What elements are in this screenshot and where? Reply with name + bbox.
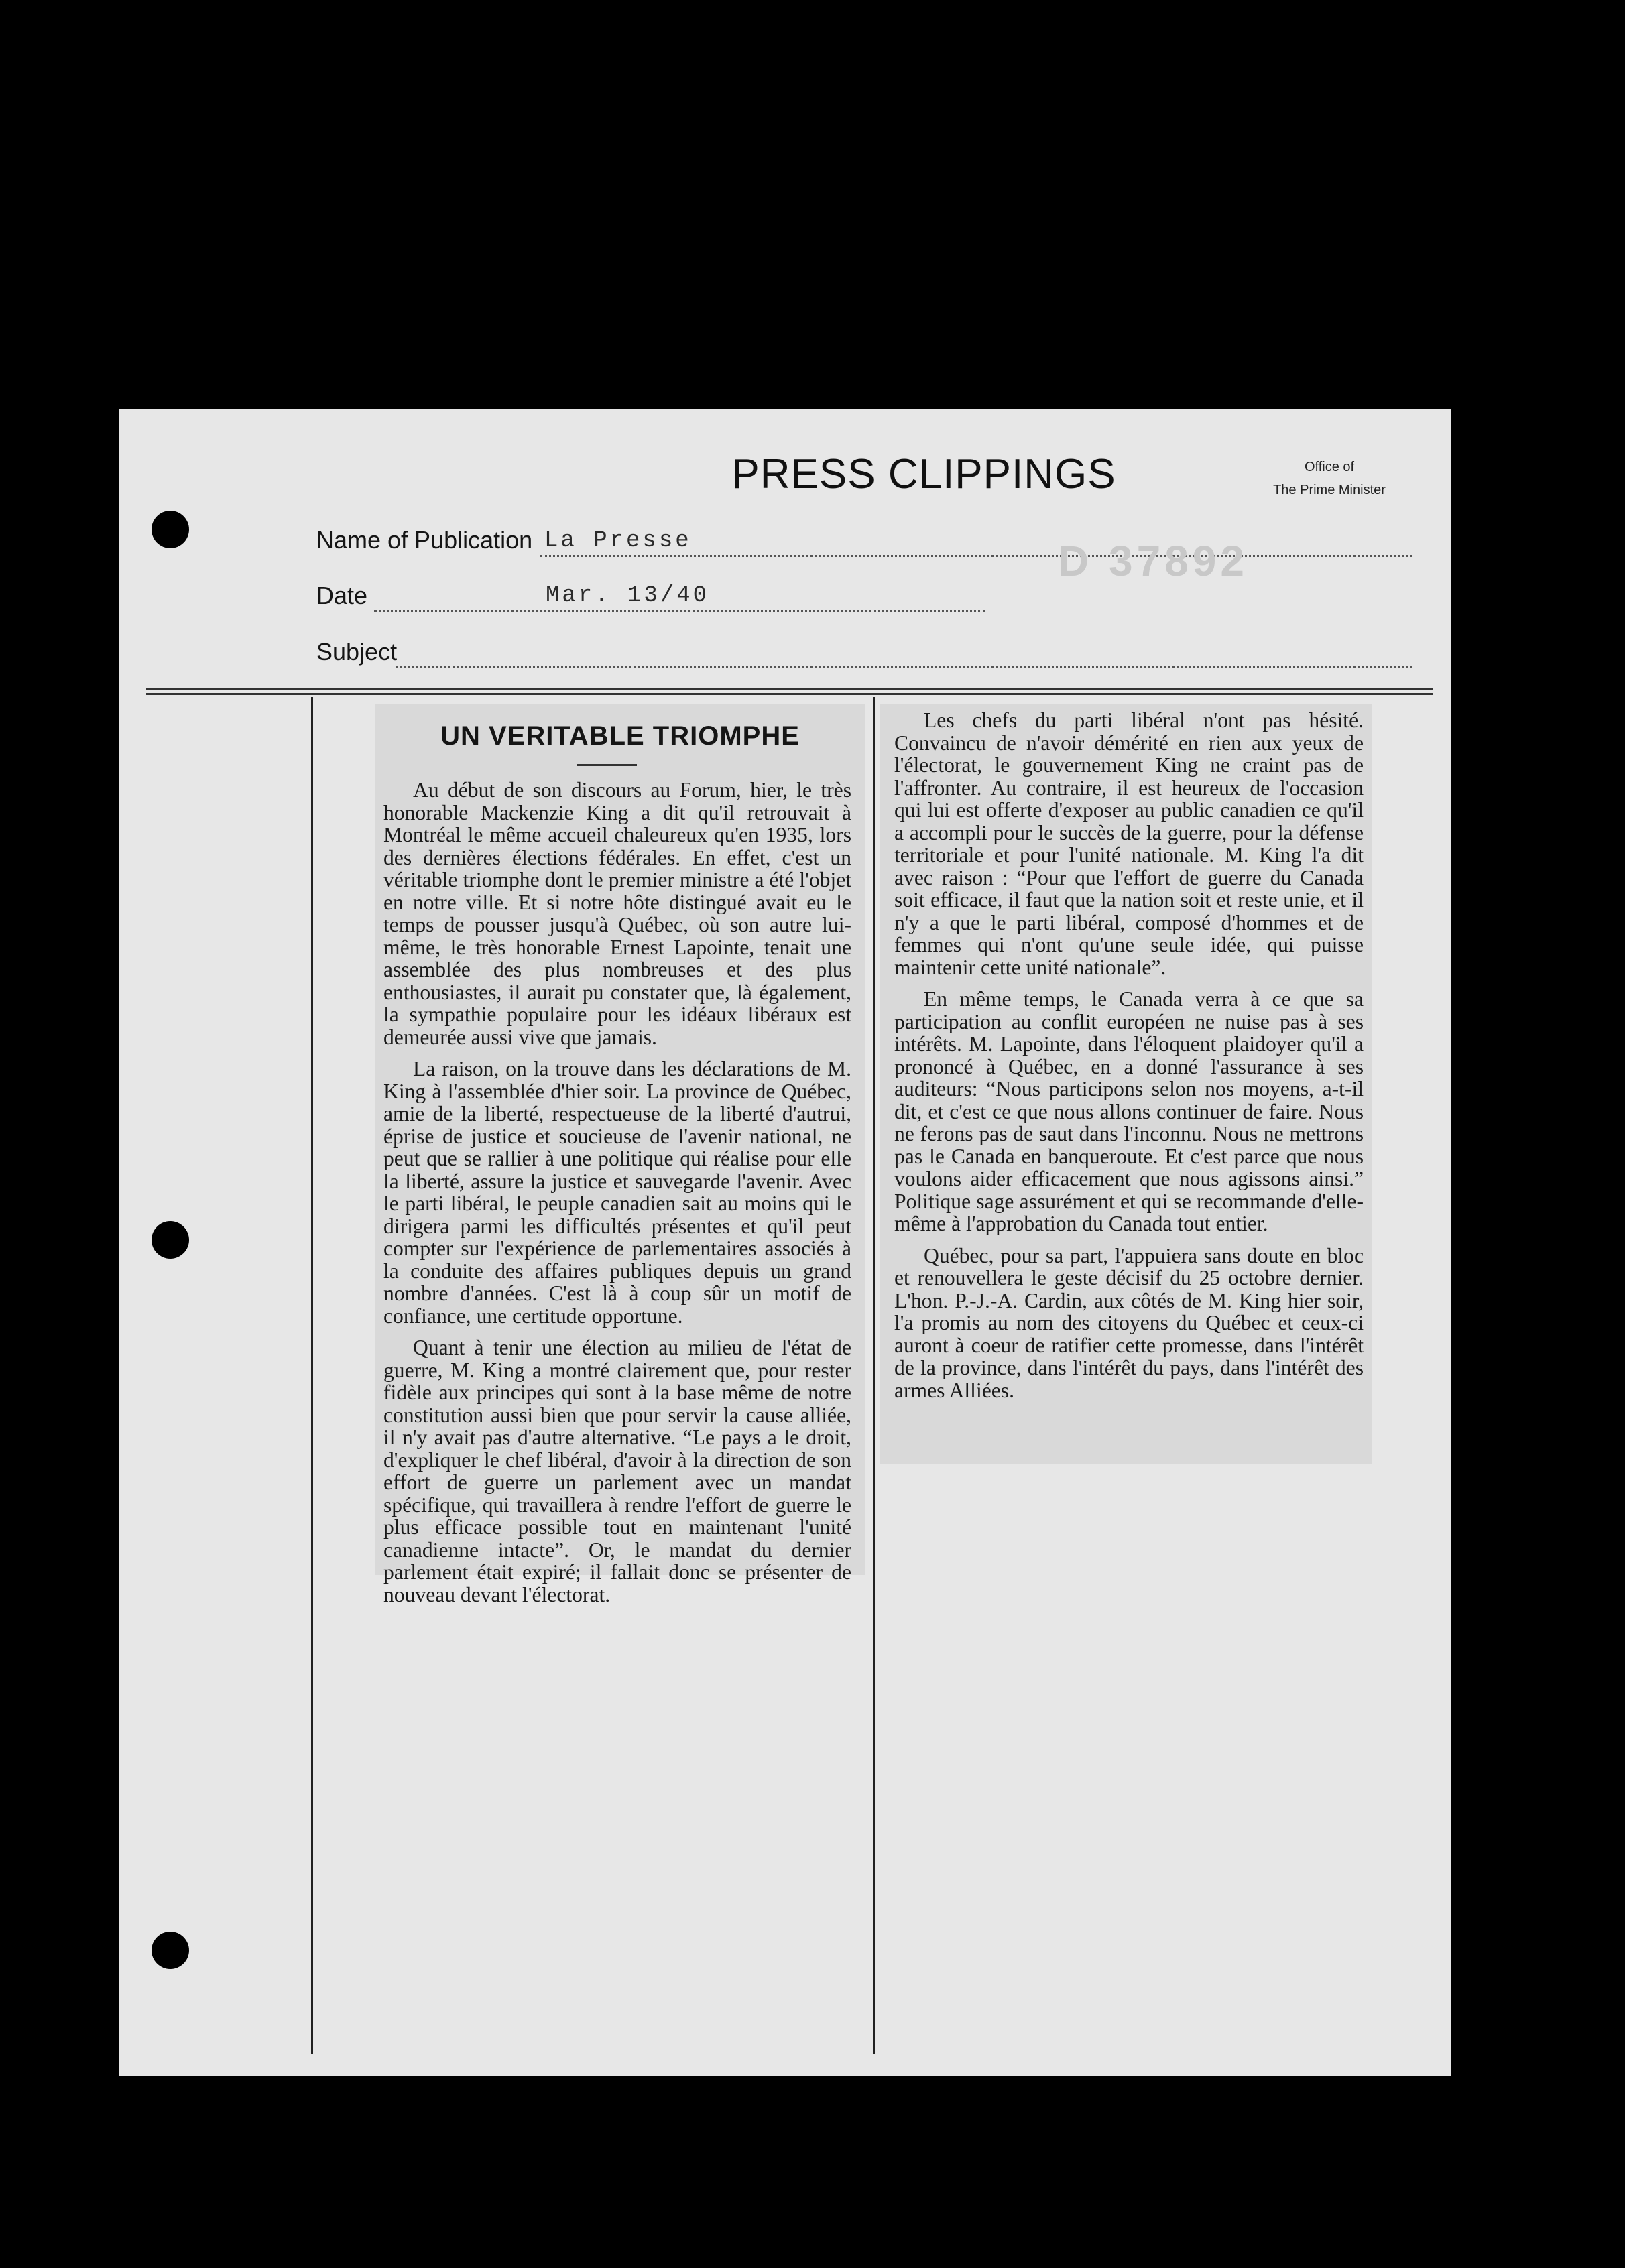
- punch-hole-top: [152, 511, 189, 548]
- header-rule-bottom: [146, 693, 1433, 695]
- paragraph: Québec, pour sa part, l'appuiera sans doute en bloc et renouvellera le geste décisif du 25 octobre dernier. L'hon. P.-J.-A. Cardin, aux côtés de M. King hier soir, l'a promis au nom des citoyens du Québec et ceux-ci auront à coeur de ratifier cette promesse, dans l'intérêt de la province, dans l'intérêt du pays, dans l'intérêt des armes Alliées.: [894, 1243, 1364, 1402]
- punch-hole-middle: [152, 1221, 189, 1259]
- office-caption: [1249, 456, 1410, 501]
- date-label: Date: [316, 582, 368, 609]
- office-line-1: Office of: [1304, 460, 1355, 475]
- header-rule-top: [146, 688, 1433, 690]
- article-headline: UN VERITABLE TRIOMPHE: [440, 721, 800, 751]
- publication-value: La Presse: [544, 528, 692, 554]
- paragraph: La raison, on la trouve dans les déclarations de M. King à l'assemblée d'hier soir. La province de Québec, amie de la liberté, respectueuse de la liberté d'autrui, éprise de justice et soucieuse de l'avenir national, ne peut que se rallier à une politique qui réalise pour elle la liberté, assure la justice et sauvegarde l'avenir. Avec le parti libéral, le peuple canadien sait au moins qui le dirigera parmi les difficultés présentes et qu'il peut compter sur l'expérience de parlementaires associés à la conduite des affaires publiques depuis un grand nombre d'années. C'est là à coup sûr un motif de confiance, une certitude opportune.: [383, 1057, 851, 1328]
- paragraph: Les chefs du parti libéral n'ont pas hésité. Convaincu de n'avoir démérité en rien aux yeux de l'électorat, le gouvernement King ne craint pas de l'affronter. Au contraire, il est heureux de l'occasion qui lui est offerte d'exposer au public canadien ce qu'il a accompli pour le succès de la guerre, pour la défense territoriale et pour l'unité nationale. M. King l'a dit avec raison : “Pour que l'effort de guerre du Canada soit efficace, il faut que la nation soit et reste unie, et il n'y a que le parti libéral, composé d'hommes et de femmes qui n'ont qu'une seule idée, qui puisse maintenir cette unité nationale”.: [894, 708, 1364, 979]
- article-column-left: [383, 779, 851, 1606]
- date-dotted-line: [374, 610, 985, 612]
- clipping-column-left: [375, 704, 865, 1606]
- office-line-2: The Prime Minister: [1273, 483, 1386, 497]
- paragraph: Au début de son discours au Forum, hier, le très honorable Mackenzie King a dit qu'il retrouvait à Montréal le même accueil chaleureux qu'en 1935, lors des dernières élections fédérales. En effet, c'est un véritable triomphe dont le premier ministre a été l'objet en notre ville. Et si notre hôte distingué avait eu le temps de pousser jusqu'à Québec, où son autre lui-même, le très honorable Ernest Lapointe, tenait une assemblée des plus nombreuses et des plus enthousiastes, il aurait pu constater que, là également, la sympathie populaire pour les idéaux libéraux est demeurée aussi vive que jamais.: [383, 778, 851, 1049]
- article-column-right: [894, 709, 1364, 1401]
- press-clipping-sheet: [119, 409, 1451, 2076]
- publication-dotted-line: [540, 555, 1412, 557]
- subject-label: Subject: [316, 638, 398, 666]
- margin-line-center: [873, 697, 875, 2054]
- clipping-column-right: [880, 704, 1372, 1464]
- margin-line-left: [311, 697, 313, 2054]
- paragraph: En même temps, le Canada verra à ce que sa participation au conflit européen ne nuise pas à ses intérêts. M. Lapointe, dans l'éloquent plaidoyer qu'il a prononcé à Québec, en a donné l'assurance à ses auditeurs: “Nous participons selon nos moyens, a-t-il dit, et c'est ce que nous allons continuer de faire. Nous ne ferons pas de saut dans l'inconnu. Nous ne mettrons pas le Canada en banqueroute. Et c'est parce que nous voulons aider efficacement que nous agissons ainsi.” Politique sage assurément et qui se recommande d'elle-même à l'approbation du Canada tout entier.: [894, 987, 1364, 1235]
- subject-dotted-line: [396, 666, 1412, 668]
- headline-rule: [577, 764, 637, 766]
- archive-stamp: D 37892: [1058, 537, 1248, 585]
- publication-label: Name of Publication: [316, 526, 533, 554]
- date-value: Mar. 13/40: [546, 583, 710, 609]
- punch-hole-bottom: [152, 1932, 189, 1969]
- page-title: PRESS CLIPPINGS: [731, 451, 1116, 497]
- paragraph: Quant à tenir une élection au milieu de l'état de guerre, M. King a montré clairement que, pour rester fidèle aux principes qui sont à la base même de notre constitution aussi bien que pour servir la cause alliée, il n'y avait pas d'autre alternative. “Le pays a le droit, d'expliquer le chef libéral, d'avoir à la direction de son effort de guerre un parlement avec un mandat spécifique, qui travaillera à rendre l'effort de guerre le plus efficace possible tout en maintenant l'unité canadienne intacte”. Or, le mandat du dernier parlement était expiré; il fallait donc se présenter de nouveau devant l'électorat.: [383, 1336, 851, 1606]
